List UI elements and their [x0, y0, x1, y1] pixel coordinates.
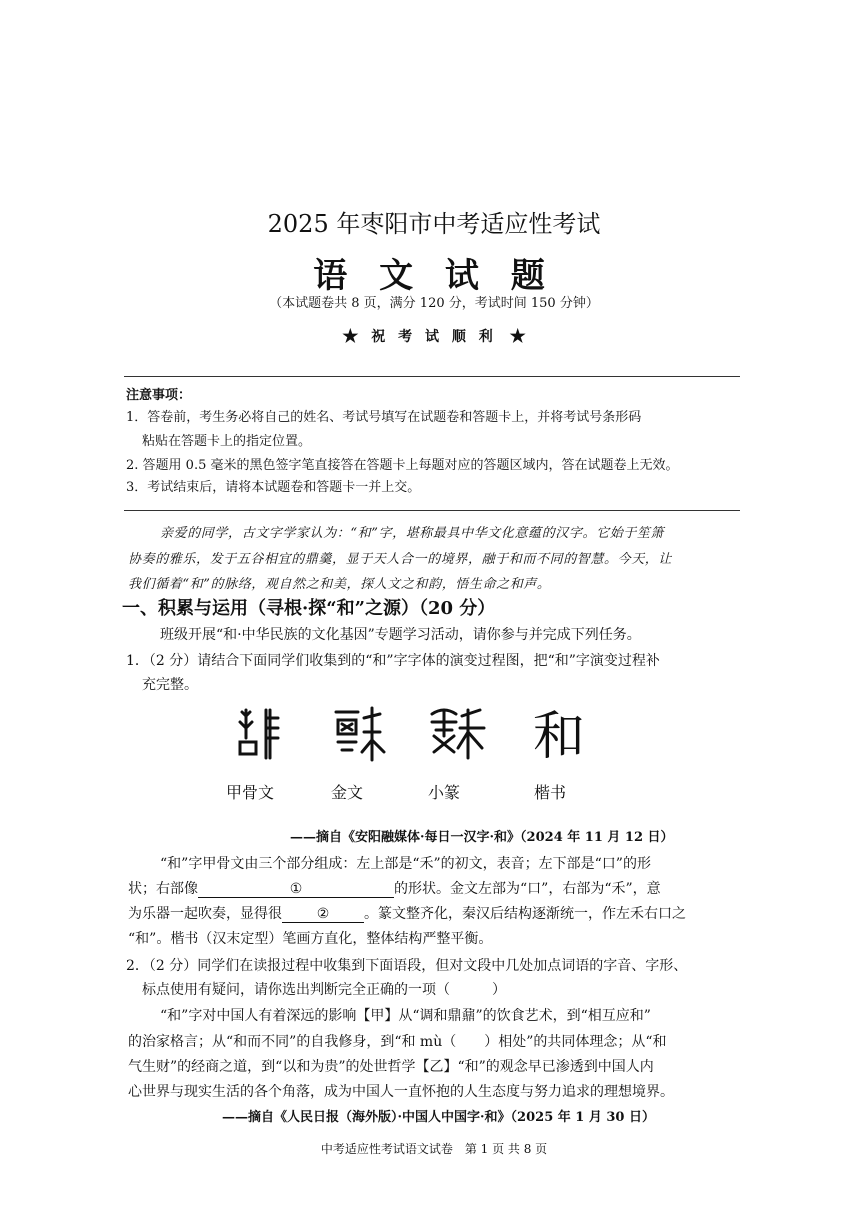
oracle-bone-glyph — [228, 702, 298, 766]
source-citation-1: ——摘自《安阳融媒体·每日一汉字·和》（2024 年 11 月 12 日） — [290, 830, 674, 845]
q2-passage-line-3: 气生财”的经商之道，到“以和为贵”的处世哲学【乙】“和”的观念早已渗透到中国人内 — [128, 1059, 654, 1075]
q1-passage-line-2: 状；右部像 ① 的形状。金文左部为“口”，右部为“禾”，意 — [128, 881, 661, 897]
glyph-label-regular: 楷书 — [533, 783, 566, 802]
glyph-label-oracle: 甲骨文 — [225, 783, 274, 802]
divider — [124, 376, 740, 377]
question-1: 1．（2 分）请结合下面同学们收集到的“和”字字体的演变过程图，把“和”字演变过程补 — [126, 653, 660, 669]
notice-item-2: 2. 答题用 0.5 毫米的黑色签字笔直接答在答题卡上每题对应的答题区域内，答在试题卷上无效。 — [126, 458, 679, 473]
q2-passage-line-4: 心世界与现实生活的各个角落，成为中国人一直怀抱的人生态度与努力追求的理想境界。 — [128, 1084, 674, 1100]
q1-passage-line-4: “和”。楷书（汉末定型）笔画方直化，整体结构严整平衡。 — [128, 931, 493, 947]
page-footer: 中考适应性考试语文试卷 第 1 页 共 8 页 — [320, 1142, 548, 1156]
q2-passage-line-1: “和”字对中国人有着深远的影响【甲】从“调和鼎鼐”的饮食艺术，到“相互应和” — [160, 1008, 651, 1024]
glyph-label-seal: 小篆 — [427, 783, 460, 802]
q1-passage-line-1: “和”字甲骨文由三个部分组成：左上部是“禾”的初文，表音；左下部是“口”的形 — [160, 856, 651, 872]
source-citation-2: ——摘自《人民日报（海外版）·中国人中国字·和》（2025 年 1 月 30 日） — [222, 1110, 655, 1125]
subject-title: 语 文 试 题 — [313, 256, 555, 296]
notice-item-1: 1．答卷前，考生务必将自己的姓名、考试号填写在试题卷和答题卡上，并将考试号条形码 — [126, 410, 642, 425]
notice-heading: 注意事项： — [126, 388, 192, 403]
good-luck-line — [0, 326, 868, 347]
question-2: 2．（2 分）同学们在读报过程中收集到下面语段，但对文段中几处加点词语的字音、字形、 — [126, 958, 688, 974]
exam-title: 2025 年枣阳市中考适应性考试 — [267, 210, 601, 238]
divider — [124, 510, 740, 511]
intro-line-3: 我们循着“和”的脉络，观自然之和美，探人文之和韵，悟生命之和声。 — [128, 577, 551, 592]
small-seal-glyph — [424, 702, 494, 766]
notice-item-3: 3．考试结束后，请将本试题卷和答题卡一并上交。 — [126, 480, 421, 495]
answer-blank-2[interactable]: ② — [282, 906, 364, 923]
paper-info: （本试题卷共 8 页，满分 120 分，考试时间 150 分钟） — [269, 296, 599, 311]
svg-text:和: 和 — [532, 707, 586, 766]
star-icon: ★ — [509, 326, 526, 347]
answer-blank-1[interactable]: ① — [198, 881, 394, 898]
question-2-cont: 标点使用有疑问，请你选出判断完全正确的一项（ ） — [142, 982, 506, 998]
intro-line-2: 协奏的雅乐，发于五谷相宜的鼎羹，显于天人合一的境界，融于和而不同的智慧。今天，让 — [128, 552, 673, 567]
star-icon: ★ — [342, 326, 359, 347]
q2-passage-line-2: 的治家格言；从“和而不同”的自我修身，到“和 mù（ ）相处”的共同体理念；从“和 — [128, 1034, 667, 1050]
intro-line-1: 亲爱的同学，古文字学家认为：“和”字，堪称最具中华文化意蕴的汉字。它始于笙箫 — [160, 526, 665, 541]
notice-item-1-cont: 粘贴在答题卡上的指定位置。 — [142, 434, 312, 449]
section-task: 班级开展“和·中华民族的文化基因”专题学习活动，请你参与并完成下列任务。 — [160, 627, 641, 643]
section-heading: 一、积累与运用（寻根·探“和”之源）（20 分） — [122, 598, 496, 619]
question-1-cont: 充完整。 — [142, 677, 198, 693]
bronze-script-glyph — [328, 702, 398, 766]
q1-passage-line-3: 为乐器一起吹奏，显得很 ② 。篆文整齐化，秦汉后结构逐渐统一，作左禾右口之 — [128, 906, 686, 922]
glyph-label-bronze: 金文 — [330, 783, 363, 802]
regular-script-glyph — [524, 702, 594, 766]
good-luck-text: 祝 考 试 顺 利 — [371, 329, 497, 345]
